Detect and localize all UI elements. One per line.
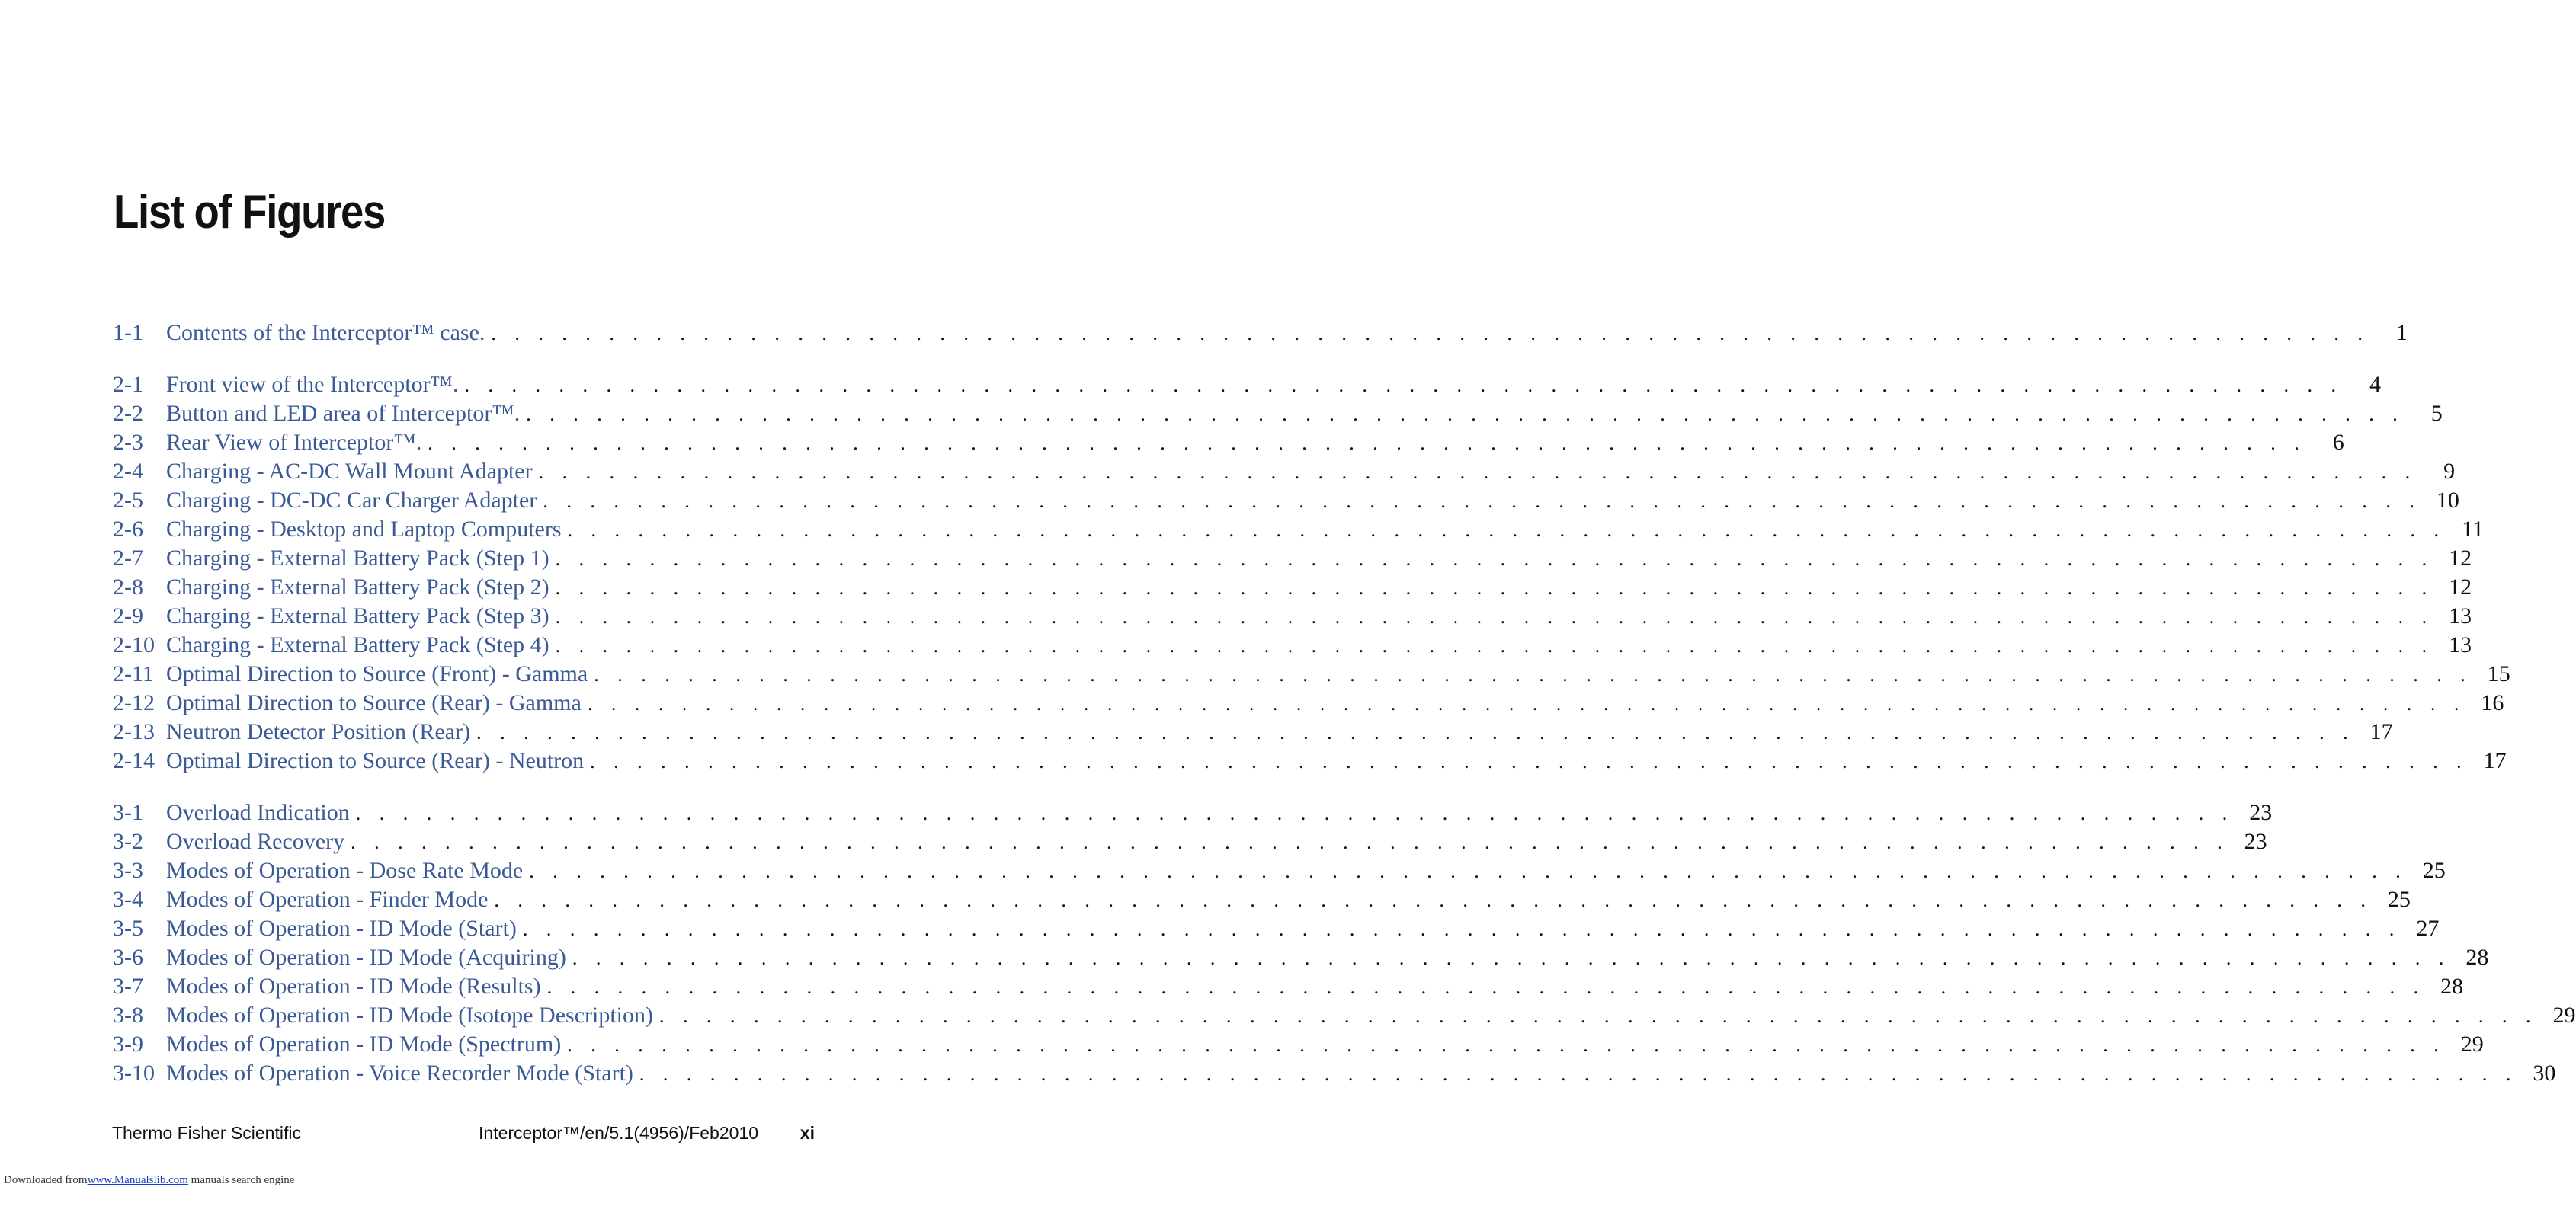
dot-leader: . . . . . . . . . . . . . . . . . . . . . . . . . . . . . . . . . . . . . . . . . . . . . . . . . . . . . . . . . . . . . . . . . . . . . . . . . . . . . . . . (428, 432, 2306, 454)
figure-title: Charging - DC-DC Car Charger Adapter (166, 488, 537, 513)
figure-title: Modes of Operation - ID Mode (Results) (166, 974, 541, 999)
figure-title: Modes of Operation - ID Mode (Acquiring) (166, 945, 566, 970)
figure-number: 3-4 (113, 887, 143, 912)
figure-page-number: 23 (2249, 800, 2273, 825)
figure-entry[interactable] (113, 1030, 2484, 1059)
figure-page-number: 1 (2395, 320, 2408, 345)
figure-entry[interactable] (113, 544, 2472, 573)
figure-page-number: 30 (2533, 1061, 2556, 1086)
footer-page-number: xi (799, 1123, 815, 1143)
figure-entry[interactable] (113, 457, 2456, 486)
figure-page-number: 12 (2449, 546, 2472, 571)
figure-number: 2-9 (113, 603, 143, 629)
dot-leader: . . . . . . . . . . . . . . . . . . . . . . . . . . . . . . . . . . . . . . . . . . . . . . . . . . . . . . . . . . . . . . . . . . . . . . . . . . . . . . . . (572, 947, 2451, 969)
figure-page-number: 12 (2449, 574, 2472, 600)
dot-leader: . . . . . . . . . . . . . . . . . . . . . . . . . . . . . . . . . . . . . . . . . . . . . . . . . . . . . . . . . . . . . . . . . . . . . . . . . . . . . . . . (639, 1063, 2518, 1085)
figure-entry[interactable] (113, 798, 2273, 827)
figure-title: Charging - External Battery Pack (Step 1) (166, 546, 549, 571)
figure-number: 3-3 (113, 858, 143, 883)
figure-title: Optimal Direction to Source (Rear) - Neutron (166, 748, 585, 773)
figure-number: 2-2 (113, 401, 143, 426)
dot-leader: . . . . . . . . . . . . . . . . . . . . . . . . . . . . . . . . . . . . . . . . . . . . . . . . . . . . . . . . . . . . . . . . . . . . . . . . . . . . . . . . (355, 802, 2235, 824)
dot-leader: . . . . . . . . . . . . . . . . . . . . . . . . . . . . . . . . . . . . . . . . . . . . . . . . . . . . . . . . . . . . . . . . . . . . . . . . . . . . . . . . (526, 403, 2405, 425)
figure-page-number: 29 (2460, 1032, 2484, 1057)
figure-number: 2-11 (113, 661, 154, 686)
figure-title: Charging - External Battery Pack (Step 3) (166, 603, 549, 629)
figure-title: Overload Indication (166, 800, 350, 825)
figure-title: Modes of Operation - ID Mode (Start) (166, 916, 517, 941)
figure-title: Button and LED area of Interceptor™. (166, 401, 521, 426)
figure-entry[interactable] (113, 827, 2267, 856)
manualslib-link[interactable]: www.Manualslib.com (87, 1174, 188, 1186)
figure-page-number: 11 (2462, 517, 2485, 542)
page-footer (112, 1123, 815, 1144)
figure-title: Neutron Detector Position (Rear) (166, 719, 471, 744)
figure-title: Modes of Operation - Voice Recorder Mode (Start) (166, 1061, 633, 1086)
figure-title: Charging - External Battery Pack (Step 4) (166, 632, 549, 657)
figure-page-number: 17 (2369, 719, 2393, 744)
figure-entry[interactable] (113, 602, 2472, 631)
figure-page-number: 28 (2465, 945, 2489, 970)
dot-leader: . . . . . . . . . . . . . . . . . . . . . . . . . . . . . . . . . . . . . . . . . . . . . . . . . . . . . . . . . . . . . . . . . . . . . . . . . . . . . . . . (538, 461, 2417, 483)
figure-page-number: 13 (2449, 632, 2472, 657)
figure-page-number: 4 (2369, 372, 2381, 397)
figure-page-number: 17 (2483, 748, 2507, 773)
dot-leader: . . . . . . . . . . . . . . . . . . . . . . . . . . . . . . . . . . . . . . . . . . . . . . . . . . . . . . . . . . . . . . . . . . . . . . . . . . . . . . . . (522, 918, 2401, 940)
figure-entry[interactable] (113, 428, 2344, 457)
figure-page-number: 9 (2443, 459, 2456, 484)
figure-title: Charging - AC-DC Wall Mount Adapter (166, 459, 533, 484)
figure-title: Optimal Direction to Source (Rear) - Gamma (166, 690, 582, 715)
figure-number: 1-1 (113, 320, 143, 345)
figure-page-number: 5 (2430, 401, 2443, 426)
dot-leader: . . . . . . . . . . . . . . . . . . . . . . . . . . . . . . . . . . . . . . . . . . . . . . . . . . . . . . . . . . . . . . . . . . . . . . . . . . . . . . . . (476, 721, 2355, 744)
figure-title: Modes of Operation - Dose Rate Mode (166, 858, 524, 883)
figure-entry[interactable] (113, 318, 2408, 347)
figure-page-number: 13 (2449, 603, 2472, 629)
figure-entry[interactable] (113, 914, 2440, 943)
dot-leader: . . . . . . . . . . . . . . . . . . . . . . . . . . . . . . . . . . . . . . . . . . . . . . . . . . . . . . . . . . . . . . . . . . . . . . . . . . . . . . . . (555, 606, 2434, 628)
figure-page-number: 15 (2487, 661, 2510, 686)
dot-leader: . . . . . . . . . . . . . . . . . . . . . . . . . . . . . . . . . . . . . . . . . . . . . . . . . . . . . . . . . . . . . . . . . . . . . . . . . . . . . . . . (555, 635, 2434, 657)
figure-title: Modes of Operation - Finder Mode (166, 887, 489, 912)
figure-page-number: 6 (2332, 430, 2344, 455)
figure-page-number: 10 (2436, 488, 2459, 513)
figure-title: Optimal Direction to Source (Front) - Gamma (166, 661, 588, 686)
footer-document-id: Interceptor™/en/5.1(4956)/Feb2010 (479, 1123, 758, 1143)
dot-leader: . . . . . . . . . . . . . . . . . . . . . . . . . . . . . . . . . . . . . . . . . . . . . . . . . . . . . . . . . . . . . . . . . . . . . . . . . . . . . . . . (529, 860, 2408, 882)
dot-leader: . . . . . . . . . . . . . . . . . . . . . . . . . . . . . . . . . . . . . . . . . . . . . . . . . . . . . . . . . . . . . . . . . . . . . . . . . . . . . . . . (555, 577, 2434, 599)
toc-group (113, 318, 2408, 347)
figure-number: 2-14 (113, 748, 155, 773)
dot-leader: . . . . . . . . . . . . . . . . . . . . . . . . . . . . . . . . . . . . . . . . . . . . . . . . . . . . . . . . . . . . . . . . . . . . . . . . . . . . . . . . (567, 519, 2446, 541)
toc-group (113, 370, 2510, 776)
figure-entry[interactable] (113, 370, 2381, 399)
figure-number: 3-2 (113, 829, 143, 854)
download-note-prefix: Downloaded from (4, 1174, 88, 1186)
dot-leader: . . . . . . . . . . . . . . . . . . . . . . . . . . . . . . . . . . . . . . . . . . . . . . . . . . . . . . . . . . . . . . . . . . . . . . . . . . . . . . . . (494, 889, 2373, 911)
figure-entry[interactable] (113, 943, 2489, 972)
figure-title: Charging - External Battery Pack (Step 2) (166, 574, 549, 600)
dot-leader: . . . . . . . . . . . . . . . . . . . . . . . . . . . . . . . . . . . . . . . . . . . . . . . . . . . . . . . . . . . . . . . . . . . . . . . . . . . . . . . . (351, 831, 2229, 853)
dot-leader: . . . . . . . . . . . . . . . . . . . . . . . . . . . . . . . . . . . . . . . . . . . . . . . . . . . . . . . . . . . . . . . . . . . . . . . . . . . . . . . . (590, 750, 2469, 773)
dot-leader: . . . . . . . . . . . . . . . . . . . . . . . . . . . . . . . . . . . . . . . . . . . . . . . . . . . . . . . . . . . . . . . . . . . . . . . . . . . . . . . . (567, 1034, 2446, 1056)
figure-number: 2-10 (113, 632, 155, 657)
figure-page-number: 27 (2416, 916, 2440, 941)
figure-number: 2-8 (113, 574, 143, 600)
figure-entry[interactable] (113, 972, 2464, 1001)
figure-number: 3-6 (113, 945, 143, 970)
figure-number: 2-12 (113, 690, 155, 715)
figure-title: Front view of the Interceptor™. (166, 372, 459, 397)
figure-number: 2-5 (113, 488, 143, 513)
dot-leader: . . . . . . . . . . . . . . . . . . . . . . . . . . . . . . . . . . . . . . . . . . . . . . . . . . . . . . . . . . . . . . . . . . . . . . . . . . . . . . . . (543, 490, 2421, 512)
figure-entry[interactable] (113, 747, 2507, 776)
figure-number: 3-9 (113, 1032, 143, 1057)
dot-leader: . . . . . . . . . . . . . . . . . . . . . . . . . . . . . . . . . . . . . . . . . . . . . . . . . . . . . . . . . . . . . . . . . . . . . . . . . . . . . . . . (587, 693, 2466, 715)
figure-entry[interactable] (113, 856, 2446, 885)
figure-entry[interactable] (113, 689, 2504, 718)
dot-leader: . . . . . . . . . . . . . . . . . . . . . . . . . . . . . . . . . . . . . . . . . . . . . . . . . . . . . . . . . . . . . . . . . . . . . . . . . . . . . . . . (659, 1005, 2538, 1027)
figure-entry[interactable] (113, 631, 2472, 660)
figure-entry[interactable] (113, 486, 2459, 515)
figure-entry[interactable] (113, 399, 2443, 428)
figure-entry[interactable] (113, 885, 2411, 914)
figure-number: 2-3 (113, 430, 143, 455)
figure-page-number: 28 (2440, 974, 2464, 999)
download-note (4, 1174, 294, 1187)
figure-number: 2-7 (113, 546, 143, 571)
figure-page-number: 25 (2387, 887, 2411, 912)
figure-entry[interactable] (113, 660, 2510, 689)
figure-number: 2-1 (113, 372, 143, 397)
dot-leader: . . . . . . . . . . . . . . . . . . . . . . . . . . . . . . . . . . . . . . . . . . . . . . . . . . . . . . . . . . . . . . . . . . . . . . . . . . . . . . . . (464, 374, 2343, 396)
figure-number: 3-7 (113, 974, 143, 999)
figure-entry[interactable] (113, 515, 2485, 544)
download-note-suffix: manuals search engine (187, 1174, 295, 1186)
dot-leader: . . . . . . . . . . . . . . . . . . . . . . . . . . . . . . . . . . . . . . . . . . . . . . . . . . . . . . . . . . . . . . . . . . . . . . . . . . . . . . . . (594, 664, 2472, 686)
figure-number: 3-8 (113, 1003, 143, 1028)
figure-page-number: 16 (2481, 690, 2504, 715)
figure-title: Contents of the Interceptor™ case. (166, 320, 485, 345)
figure-title: Charging - Desktop and Laptop Computers (166, 517, 562, 542)
figure-title: Rear View of Interceptor™. (166, 430, 422, 455)
figure-number: 2-13 (113, 719, 155, 744)
figure-entry[interactable] (113, 1001, 2576, 1030)
figure-page-number: 23 (2244, 829, 2267, 854)
figure-number: 2-6 (113, 517, 143, 542)
figure-title: Overload Recovery (166, 829, 345, 854)
footer-company: Thermo Fisher Scientific (112, 1123, 301, 1143)
figure-entry[interactable] (113, 573, 2472, 602)
figure-number: 3-5 (113, 916, 143, 941)
figure-number: 3-10 (113, 1061, 155, 1086)
dot-leader: . . . . . . . . . . . . . . . . . . . . . . . . . . . . . . . . . . . . . . . . . . . . . . . . . . . . . . . . . . . . . . . . . . . . . . . . . . . . . . . . (546, 976, 2426, 998)
figure-number: 2-4 (113, 459, 143, 484)
figure-entry[interactable] (113, 1059, 2556, 1088)
dot-leader: . . . . . . . . . . . . . . . . . . . . . . . . . . . . . . . . . . . . . . . . . . . . . . . . . . . . . . . . . . . . . . . . . . . . . . . . . . . . . . . . (555, 548, 2434, 570)
list-of-figures (113, 318, 2576, 1111)
figure-number: 3-1 (113, 800, 143, 825)
toc-group (113, 798, 2576, 1088)
figure-entry[interactable] (113, 718, 2393, 747)
figure-title: Modes of Operation - ID Mode (Isotope Description) (166, 1003, 654, 1028)
page-title: List of Figures (114, 186, 386, 238)
dot-leader: . . . . . . . . . . . . . . . . . . . . . . . . . . . . . . . . . . . . . . . . . . . . . . . . . . . . . . . . . . . . . . . . . . . . . . . . . . . . . . . . (491, 322, 2369, 344)
figure-title: Modes of Operation - ID Mode (Spectrum) (166, 1032, 562, 1057)
figure-page-number: 25 (2422, 858, 2446, 883)
figure-page-number: 29 (2552, 1003, 2576, 1028)
